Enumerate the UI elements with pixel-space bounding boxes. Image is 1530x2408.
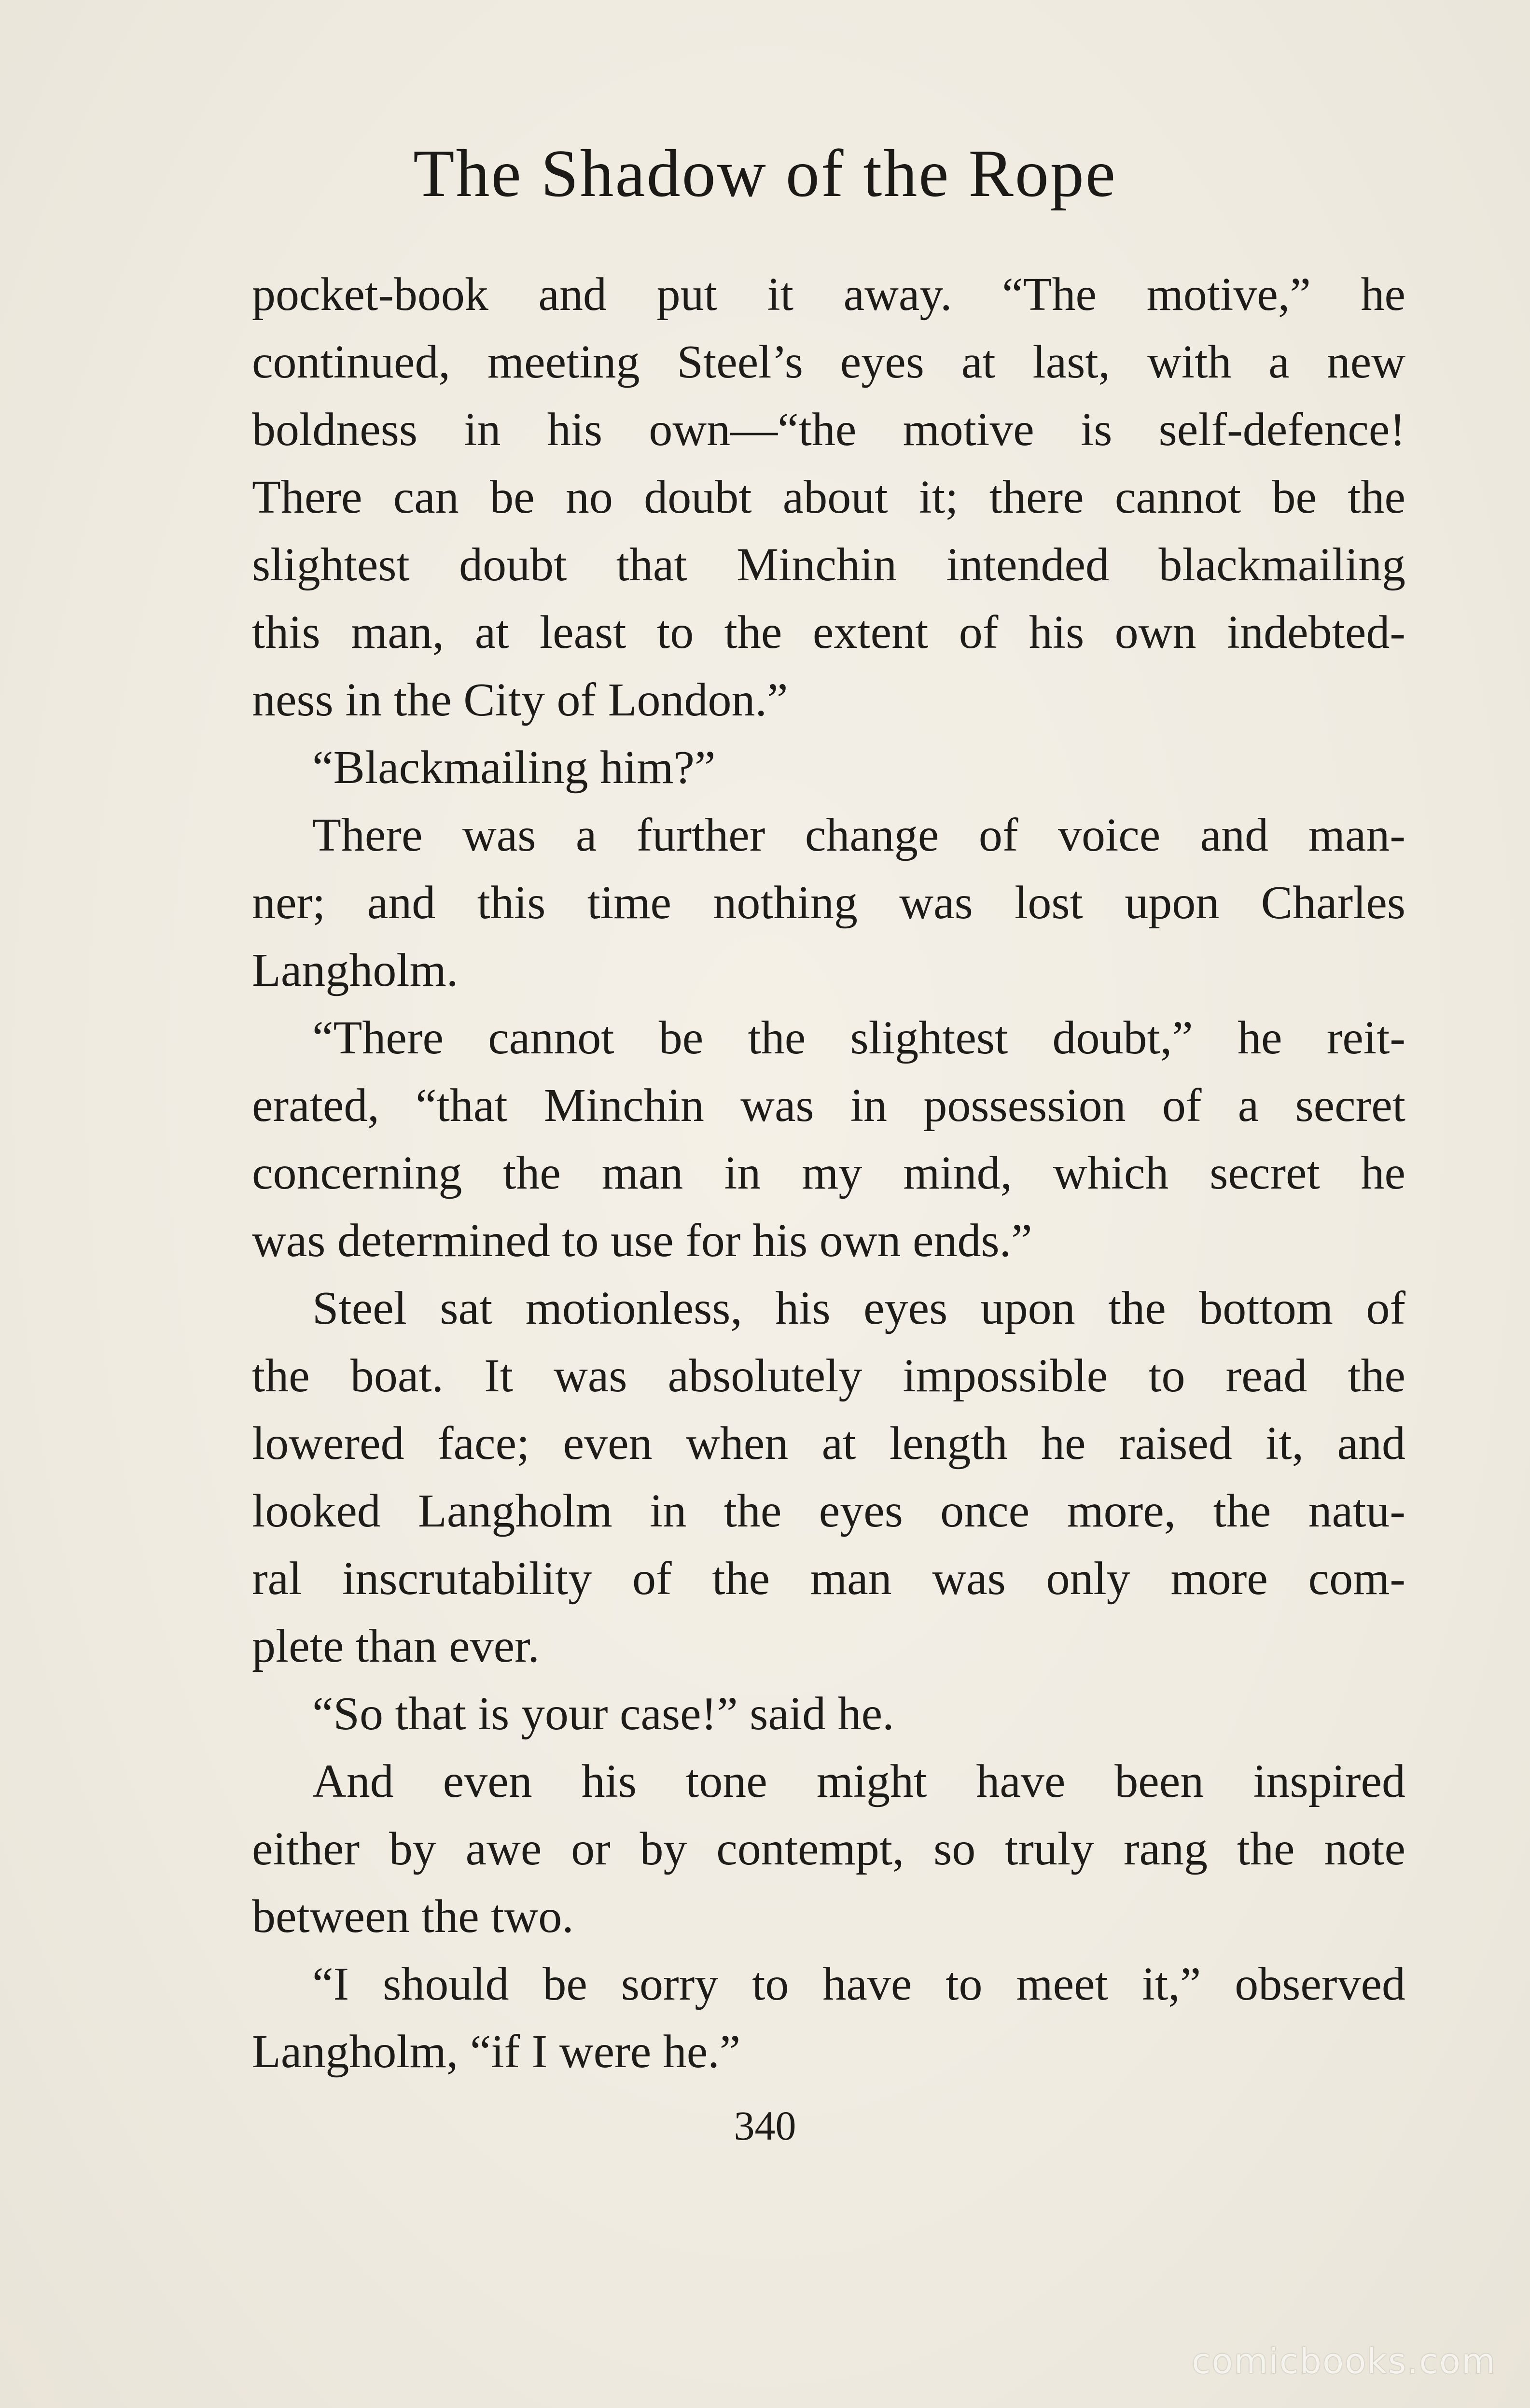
text-line: “There cannot be the slightest doubt,” he reit- [312, 1012, 1405, 1064]
text-line: There can be no doubt about it; there cannot be the [252, 471, 1405, 523]
text-line: plete than ever. [252, 1620, 540, 1672]
text-line: slightest doubt that Minchin intended blackmailing [252, 539, 1405, 591]
text-line: “Blackmailing him?” [312, 742, 716, 794]
text-line: ner; and this time nothing was lost upon Charles [252, 877, 1405, 929]
text-line: concerning the man in my mind, which secret he [252, 1147, 1405, 1199]
text-line: ral inscrutability of the man was only more com- [252, 1553, 1405, 1605]
text-line: Steel sat motionless, his eyes upon the bottom of [312, 1282, 1405, 1334]
text-line: lowered face; even when at length he raised it, and [252, 1417, 1405, 1470]
text-line: continued, meeting Steel’s eyes at last, with a new [252, 336, 1405, 388]
text-line: either by awe or by contempt, so truly rang the note [252, 1823, 1405, 1875]
text-line: Langholm, “if I were he.” [252, 2026, 741, 2078]
text-line: was determined to use for his own ends.” [252, 1215, 1032, 1267]
site-watermark: comicbooks.com [1191, 2341, 1496, 2381]
text-line: looked Langholm in the eyes once more, the natu- [252, 1485, 1405, 1537]
text-line: pocket-book and put it away. “The motive,” he [252, 268, 1405, 321]
text-line: between the two. [252, 1890, 574, 1943]
text-line: “I should be sorry to have to meet it,” observed [312, 1958, 1405, 2010]
text-line: And even his tone might have been inspired [312, 1755, 1405, 1807]
running-title: The Shadow of the Rope [413, 136, 1117, 211]
text-line: the boat. It was absolutely impossible to read the [252, 1350, 1405, 1402]
text-line: Langholm. [252, 944, 459, 996]
text-line: erated, “that Minchin was in possession of a secret [252, 1079, 1405, 1132]
text-line: “So that is your case!” said he. [312, 1688, 894, 1740]
page-number: 340 [734, 2102, 796, 2149]
body-text [252, 261, 1405, 2086]
text-line: this man, at least to the extent of his own indebted- [252, 606, 1405, 658]
text-line: There was a further change of voice and man- [312, 809, 1405, 861]
text-line: ness in the City of London.” [252, 674, 788, 726]
text-line: boldness in his own—“the motive is self-defence! [252, 404, 1405, 456]
